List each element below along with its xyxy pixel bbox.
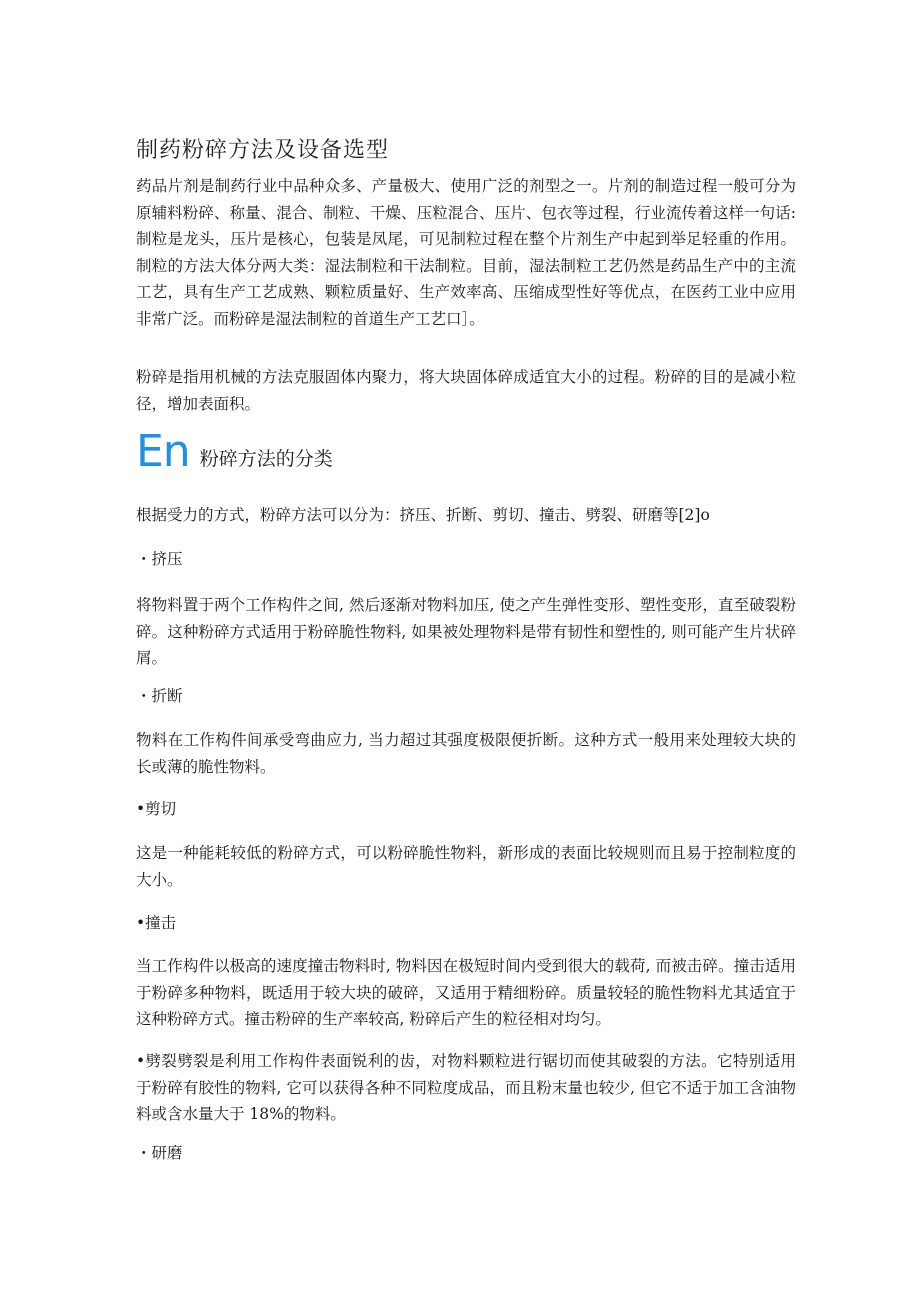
method-heading-break: ・折断 [136, 687, 183, 705]
method-text-squeeze: 将物料置于两个工作构件之间, 然后逐渐对物料加压, 使之产生弹性变形、塑性变形，直至破裂粉碎。这种粉碎方式适用于粉碎脆性物料, 如果被处理物料是带有韧性和塑性的, 则可能产生片状碎屑。 [136, 596, 796, 667]
method-heading-impact: •撞击 [136, 914, 177, 932]
method-text-break: 物料在工作构件间承受弯曲应力, 当力超过其强度极限便折断。这种方式一般用来处理较大块的长或薄的脆性物料。 [136, 731, 796, 776]
method-heading-shear: •剪切 [136, 800, 177, 818]
intro-paragraph-2: 粉碎是指用机械的方法克服固体内聚力，将大块固体碎成适宜大小的过程。粉碎的目的是减小粒径，增加表面积。 [136, 368, 796, 413]
section-lead-paragraph: 根据受力的方式，粉碎方法可以分为：挤压、折断、剪切、撞击、劈裂、研磨等[2]o [136, 506, 710, 524]
method-heading-squeeze: ・挤压 [136, 550, 183, 568]
section-number-mark: En [136, 426, 190, 477]
method-text-shear: 这是一种能耗较低的粉碎方式，可以粉碎脆性物料，新形成的表面比较规则而且易于控制粒度的大小。 [136, 844, 796, 889]
method-heading-grind: ・研磨 [136, 1144, 183, 1162]
page-title: 制药粉碎方法及设备选型 [136, 137, 390, 163]
section-heading [136, 426, 333, 477]
intro-paragraph-1: 药品片剂是制药行业中品种众多、产量极大、使用广泛的剂型之一。片剂的制造过程一般可分为原辅料粉碎、称量、混合、制粒、干燥、压粒混合、压片、包衣等过程，行业流传着这样一句话:制粒是龙头，压片是核心，包装是凤尾，可见制粒过程在整个片剂生产中起到举足轻重的作用。制粒的方法大体分两大类：湿法制粒和干法制粒。目前，湿法制粒工艺仍然是药品生产中的主流工艺，具有生产工艺成熟、颗粒质量好、生产效率高、压缩成型性好等优点，在医药工业中应用非常广泛。而粉碎是湿法制粒的首道生产工艺口］。 [136, 177, 796, 328]
method-text-split: •劈裂劈裂是利用工作构件表面锐利的齿，对物料颗粒进行锯切而使其破裂的方法。它特别适用于粉碎有胶性的物料, 它可以获得各种不同粒度成品，而且粉末量也较少, 但它不适于加工含油物料或含水量大于 18%的物料。 [136, 1052, 796, 1123]
method-text-impact: 当工作构件以极高的速度撞击物料时, 物料因在极短时间内受到很大的载荷, 而被击碎。撞击适用于粉碎多种物料，既适用于较大块的破碎，又适用于精细粉碎。质量较轻的脆性物料尤其适宜于这种粉碎方式。撞击粉碎的生产率较高, 粉碎后产生的粒径相对均匀。 [136, 957, 796, 1028]
section-title: 粉碎方法的分类 [199, 448, 333, 470]
